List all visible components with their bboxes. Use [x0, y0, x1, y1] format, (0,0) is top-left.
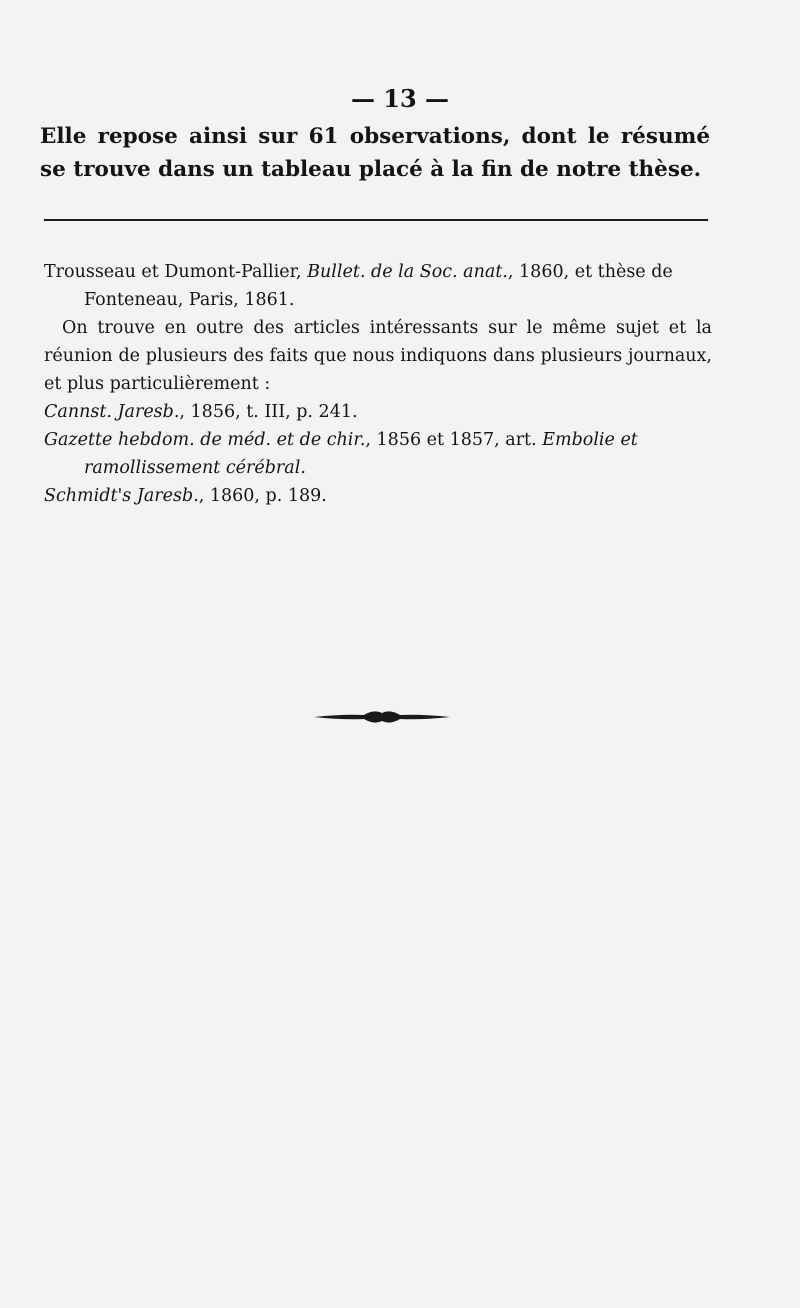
reference-journal: Cannst. Jaresb. [44, 402, 180, 422]
reference-details: , 1856 et 1857, art. [365, 430, 543, 450]
references-block [44, 258, 712, 510]
reference-note: On trouve en outre des articles intéressants sur le même sujet et la réunion de plusieurs des faits que nous indiquons dans plusieurs journaux, et plus particulièrement : [44, 318, 712, 394]
reference-journal: Bullet. de la Soc. anat. [307, 262, 508, 282]
reference-authors: Trousseau et Dumont-Pallier, [44, 262, 308, 282]
reference-trousseau [44, 258, 712, 314]
section-divider [44, 219, 708, 221]
reference-details: , 1860, p. 189. [198, 486, 327, 506]
reference-gazette [44, 426, 712, 482]
end-ornament-icon [312, 705, 452, 729]
reference-journal: Schmidt's Jaresb. [44, 486, 199, 506]
reference-schmidt [44, 482, 712, 510]
page-number: — 13 — [350, 84, 450, 113]
reference-journal: Gazette hebdom. de méd. et de chir. [44, 430, 366, 450]
reference-article-title: Embolie et ramollissement cérébral. [84, 430, 638, 478]
reference-details: , 1856, t. III, p. 241. [179, 402, 358, 422]
reference-details: , 1860, et thèse de Fonteneau, Paris, 1861. [84, 262, 673, 310]
reference-cannst [44, 398, 712, 426]
intro-paragraph: Elle repose ainsi sur 61 observations, dont le résumé se trouve dans un tableau placé à la fin de notre thèse. [40, 124, 710, 182]
